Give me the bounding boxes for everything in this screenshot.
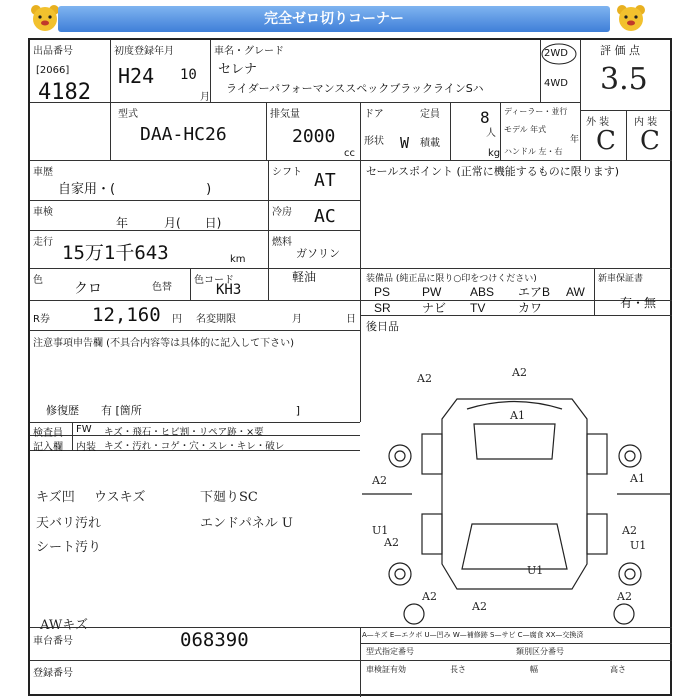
car-grade: ライダーパフォーマンススペックブラックラインSハ [226,82,484,95]
damage-mark: A1 [630,472,645,485]
interior-label: 内 装 [634,117,658,128]
capacity-value: 8 [480,108,490,127]
hand-note-2: ウスキズ [94,490,146,505]
exterior-label: 外 装 [586,117,610,128]
aw-note: AWキズ [40,618,88,633]
year-unit: 年 [570,135,580,145]
check-interior: 内装 [76,442,96,453]
equipment-item: TV [470,301,486,315]
auction-sheet [28,38,672,696]
displacement-label: 排気量 [270,109,300,120]
load-unit: kg [488,148,501,159]
equipment-item: カワ [518,301,543,315]
equipment-item: PS [374,285,391,299]
drive-2wd: 2WD [544,48,568,59]
handle-label: ハンドル 左・右 [504,147,563,156]
history-value: 自家用・( ) [58,182,212,197]
inspector-label: 検査員 [33,428,63,439]
inspection-value: 年 月( 日) [116,216,222,230]
car-name: セレナ [218,62,258,77]
shift-label: シフト [272,167,302,178]
hand-note-4: 天バリ汚れ [36,516,102,531]
hand-note-1: キズ凹 [36,490,75,505]
chassis-value: 068390 [180,629,249,651]
capacity-unit: 人 [486,128,496,139]
width-label: 幅 [530,665,538,674]
displacement-value: 2000 [292,126,336,147]
cert-label: 車検証有効 [366,665,406,674]
equipment-item: SR [374,301,391,315]
bear-mascot-icon [614,3,648,33]
color-label: 色 [33,275,43,286]
header-title: 完全ゼロ切りコーナー [58,6,610,32]
hand-note-5: エンドパネル U [200,516,293,531]
shape-label: 形状 [364,136,384,147]
equipment-item: ナビ [422,301,447,315]
damage-mark: A1 [510,409,525,422]
first-reg-year: H24 [118,64,155,88]
height-label: 高さ [610,665,626,674]
equipment-row-2 [374,299,566,316]
registration-label: 登録番号 [33,668,73,679]
class-number-label: 類別区分番号 [516,647,564,656]
model-value: DAA-HC26 [140,124,227,145]
bear-mascot-icon [28,3,62,33]
model-year-label: モデル 年式 [504,125,547,134]
mileage-label: 走行 [33,237,53,248]
notes-label: 注意事項申告欄 (不具合内容等は具体的に記入して下さい) [33,338,294,349]
chassis-label: 車台番号 [33,636,73,647]
damage-mark: A2 [472,600,487,613]
repair-history: 修復歴 有 [箇所 ] [46,404,301,417]
shape-value: W [400,134,410,152]
name-change-label: 名変期限 [196,314,236,325]
damage-mark: A2 [512,366,527,379]
model-label: 型式 [118,109,138,120]
score-value: 3.5 [600,62,648,97]
header [0,0,700,38]
ac-value: AC [314,206,336,227]
mileage-unit: km [230,254,246,265]
equipment-item: ABS [470,285,495,299]
hand-note-3: 下廻りSC [200,490,258,505]
lot-label: 出品番号 [33,46,73,57]
color-code-label: 色コード [194,275,234,286]
damage-mark: U1 [527,564,544,577]
history-label: 車歴 [33,167,53,178]
new-warranty-label: 新車保証書 [598,274,644,284]
damage-mark: A2 [417,372,432,385]
first-reg-month: 10 [180,67,197,83]
rear-label: 後日品 [366,320,399,333]
hand-note-6: シート汚り [36,540,102,555]
damage-mark: U1 [630,539,647,552]
check-items-interior: キズ・汚れ・コゲ・穴・スレ・キレ・破レ [104,441,285,452]
load-label: 積載 [420,138,440,149]
fuel-gas: ガソリン [296,247,340,260]
color-value: クロ [74,281,102,297]
lot-number: 4182 [38,80,91,105]
sales-point-label: セールスポイント (正常に機能するものに限ります) [366,165,620,178]
car-damage-diagram [362,364,672,626]
recycle-value: 12,160 [92,304,161,326]
check-fw: FW [76,424,92,435]
new-warranty-value: 有・無 [620,296,657,310]
first-reg-label: 初度登録年月 [114,46,174,57]
interior-grade: C [640,126,660,156]
damage-mark: A2 [622,524,637,537]
equipment-label: 装備品 (純正品に限り○印をつけください) [366,274,537,284]
color-code-value: KH3 [216,282,242,298]
recycle-unit: 円 [172,314,182,325]
damage-mark: A2 [384,536,399,549]
recycle-label: R券 [33,314,50,325]
length-label: 長さ [450,665,466,674]
damage-mark: A2 [617,590,632,603]
equipment-item: エアB [518,285,551,299]
name-change-day: 日 [346,314,356,325]
displacement-unit: cc [344,148,355,159]
score-label: 評 価 点 [600,44,640,57]
type-number-label: 型式指定番号 [366,647,414,656]
month-unit: 月 [200,92,210,103]
door-label: ドア [364,109,384,120]
damage-legend: A—キズ E—エクボ U—凹み W—補修跡 S—サビ C—腐食 XX—交換済 [362,631,584,639]
name-change-month: 月 [292,314,302,325]
check-items-exterior: キズ・飛石・ヒビ割・リペア跡・×要 [104,427,264,438]
capacity-label: 定員 [420,109,440,120]
fuel-label: 燃料 [272,237,292,248]
equipment-item: AW [566,285,585,299]
fuel-diesel: 軽油 [292,270,317,284]
mileage-value: 15万1千643 [62,242,169,264]
lot-sub-number: [2066] [36,65,70,76]
car-label: 車名・グレード [214,46,284,57]
damage-mark: A2 [372,474,387,487]
damage-mark: A2 [422,590,437,603]
color-change-label: 色替 [152,282,172,293]
drive-4wd: 4WD [544,78,568,89]
exterior-grade: C [596,126,616,156]
ac-label: 冷房 [272,207,292,218]
equipment-item: PW [422,285,442,299]
equipment-row-1 [374,283,614,300]
inspection-label: 車検 [33,207,53,218]
dealer-label: ディーラー・並行 [504,107,568,116]
shift-value: AT [314,170,336,191]
damage-mark: U1 [372,524,389,537]
drive-circle-mark [540,42,578,66]
note-entry-label: 記入欄 [33,442,63,453]
